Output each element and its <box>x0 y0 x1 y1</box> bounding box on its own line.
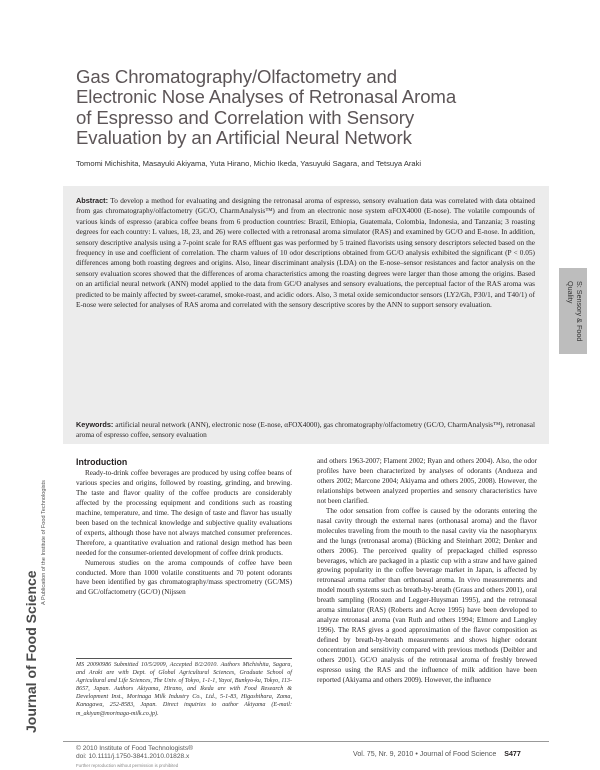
section-side-tab-label: S: Sensory & Food Quality <box>566 281 584 342</box>
keywords-text: artificial neural network (ANN), electronic nose (E-nose, αFOX4000), gas chromatography/olfactometry (GC/O, CharmAnalysis™), retronasal aroma of espresso coffee, sensory evaluation <box>76 420 535 440</box>
paragraph: Ready-to-drink coffee beverages are produced by using coffee beans of various species and origins, followed by roasting, grinding, and brewing. The taste and flavor quality of the coffee products are considerably affected by the processing equipment and conditions such as roasting machine, temperature, and time. The design of taste and flavor has usually been based on the technical knowledge and subjective quality evaluations of experts, although those have not always matched consumer preferences. Therefore, a quantitative evaluation and rational design method has been needed for the consumer-oriented development of coffee drink products. <box>76 469 292 557</box>
volume-issue: Vol. 75, Nr. 9, 2010 <box>353 750 414 758</box>
title-line: Evaluation by an Artificial Neural Network <box>76 126 412 148</box>
keywords-label: Keywords: <box>76 420 114 429</box>
footer-divider <box>63 741 549 742</box>
journal-logo <box>18 480 47 735</box>
abstract-text: To develop a method for evaluating and designing the retronasal aroma of espresso, sensory evaluation data was correlated with data obtained from gas chromatography/olfactometry (GC/O, CharmAnalysis™) and from an electronic nose system αFOX4000 (E-nose). The volatile compounds of various kinds of espresso (arabica coffee beans from 6 production countries: Brazil, Ethiopia, Guatemala, Colombia, Indonesia, and Tanzania; 3 roasting degrees for each country: L values, 18, 23, and 26) were collected with a retronasal aroma simulator (RAS) and examined by GC/O and E-nose. In addition, sensory descriptive analysis using a 7-point scale for RAS effluent gas was performed by 5 trained flavorists using sensory descriptors selected based on the frequency in use and coefficient of correlation. The charm values of 10 odor descriptions obtained from GC/O analysis exhibited the significant (P < 0.05) differences among both roasting degrees and origins. Also, linear discriminant analysis (LDA) on the E-nose–sensor resistances and factor analysis on the sensory evaluation scores showed that the differences of aroma characteristics among the roasting degrees were larger than those among the origins. Based on an artificial neural network (ANN) model applied to the data from GC/O analyses and sensory evaluations, the perceptual factor of the RAS aroma was predicted to be mainly affected by sweet-caramel, smoke-roast, and acidic odors. Also, 3 metal oxide semiconductor sensors (LY2/Gh, P30/1, and T40/1) of E-nose were selected for analyses of RAS aroma and correlated with the sensory descriptive scores by the ANN to support sensory evaluation. <box>76 196 535 310</box>
footnote-divider <box>76 658 292 659</box>
title-line: Electronic Nose Analyses of Retronasal Aroma <box>76 86 457 108</box>
copyright-line: © 2010 Institute of Food Technologists® <box>76 745 193 752</box>
journal-logo-name: Journal of Food Science <box>23 570 39 733</box>
column-left <box>76 469 292 598</box>
journal-footer <box>353 750 521 758</box>
reproduction-notice: Further reproduction without permission is prohibited <box>76 762 179 768</box>
paragraph: The odor sensation from coffee is caused by the odorants entering the nasal cavity through the external nares (orthonasal aroma) and the flavor molecules traveling from the mouth to the nasal cavity via the nasopharynx and the lungs (retronasal aroma) (Bücking and Steinhart 2002; Denker and others 2006). The perceived quality of prepackaged chilled espresso beverages, which are packaged in a plastic cup with a straw and have gained growing popularity in the coffee beverage market in Japan, is affected by retronasal aroma rather than orthonasal aroma. In vivo measurements and model mouth systems such as breath-by-breath (Graus and others 2001), oral breath sampling (Roozen and Legger-Huysman 1995), and the retronasal aroma simulator (RAS) (Roberts and Acree 1995) have been developed to analyze retronasal aroma (van Ruth and others 1994; Elmore and Langley 1996). The RAS gives a good approximation of the flavor composition as defined by breath-by-breath measurements and shows higher odorant concentration and sensitivity compared with previous methods (Deibler and others 2001). GC/O analysis of the retronasal aroma of freshly brewed espresso using the RAS and the influence of milk addition have been reported (Akiyama and others 2009). However, the influence <box>317 506 537 684</box>
section-heading-introduction: Introduction <box>76 457 128 467</box>
title-line: of Espresso and Correlation with Sensory <box>76 106 415 128</box>
paragraph: Numerous studies on the aroma compounds of coffee have been conducted. More than 1000 volatile constituents and 70 potent odorants have been identified by gas chromatography/mass spectrometry (GC/MS) and GC/olfactometry (GC/O) (Nijssen <box>76 558 292 597</box>
author-list: Tomomi Michishita, Masayuki Akiyama, Yuta Hirano, Michio Ikeda, Yasuyuki Sagara, and Tetsuya Araki <box>76 159 422 168</box>
journal-name: Journal of Food Science <box>419 750 497 758</box>
abstract-label: Abstract: <box>76 196 109 205</box>
article-title <box>76 67 546 148</box>
page-number: S477 <box>504 750 521 758</box>
doi: doi: 10.1111/j.1750-3841.2010.01828.x <box>76 753 190 761</box>
separator-bullet: • <box>415 750 420 758</box>
paragraph: and others 1963-2007; Flament 2002; Ryan and others 2004). Also, the odor profiles have been characterized by analyses of odorants (Andueza and others 2002; Marcone 2004; Akiyama and others 2005, 2008). However, the relationships between analyzed properties and sensory characteristics have not been clarified. <box>317 457 537 505</box>
footnote: MS 20090986 Submitted 10/5/2009, Accepted 8/2/2010. Authors Michishita, Sagara, and Araki are with Dept. of Global Agricultural Sciences, Graduate School of Agricultural and Life Sciences, The Univ. of Tokyo, 1-1-1, Yayoi, Bunkyo-ku, Tokyo, 113-8657, Japan. Authors Akiyama, Hirano, and Ikeda are with Food Research & Development Inst., Morinaga Milk Industry Co., Ltd., 5-1-83, Higashihara, Zama, Kanagawa, 252-8583, Japan. Direct inquiries to author Akiyama (E-mail: m_akiyan@morinaga-milk.co.jp). <box>76 662 292 717</box>
journal-logo-tagline: A Publication of the Institute of Food Technologists <box>41 480 47 605</box>
keywords <box>76 420 535 441</box>
copyright <box>76 745 193 770</box>
column-right <box>317 457 537 686</box>
title-line: Gas Chromatography/Olfactometry and <box>76 66 398 87</box>
abstract <box>76 196 535 310</box>
